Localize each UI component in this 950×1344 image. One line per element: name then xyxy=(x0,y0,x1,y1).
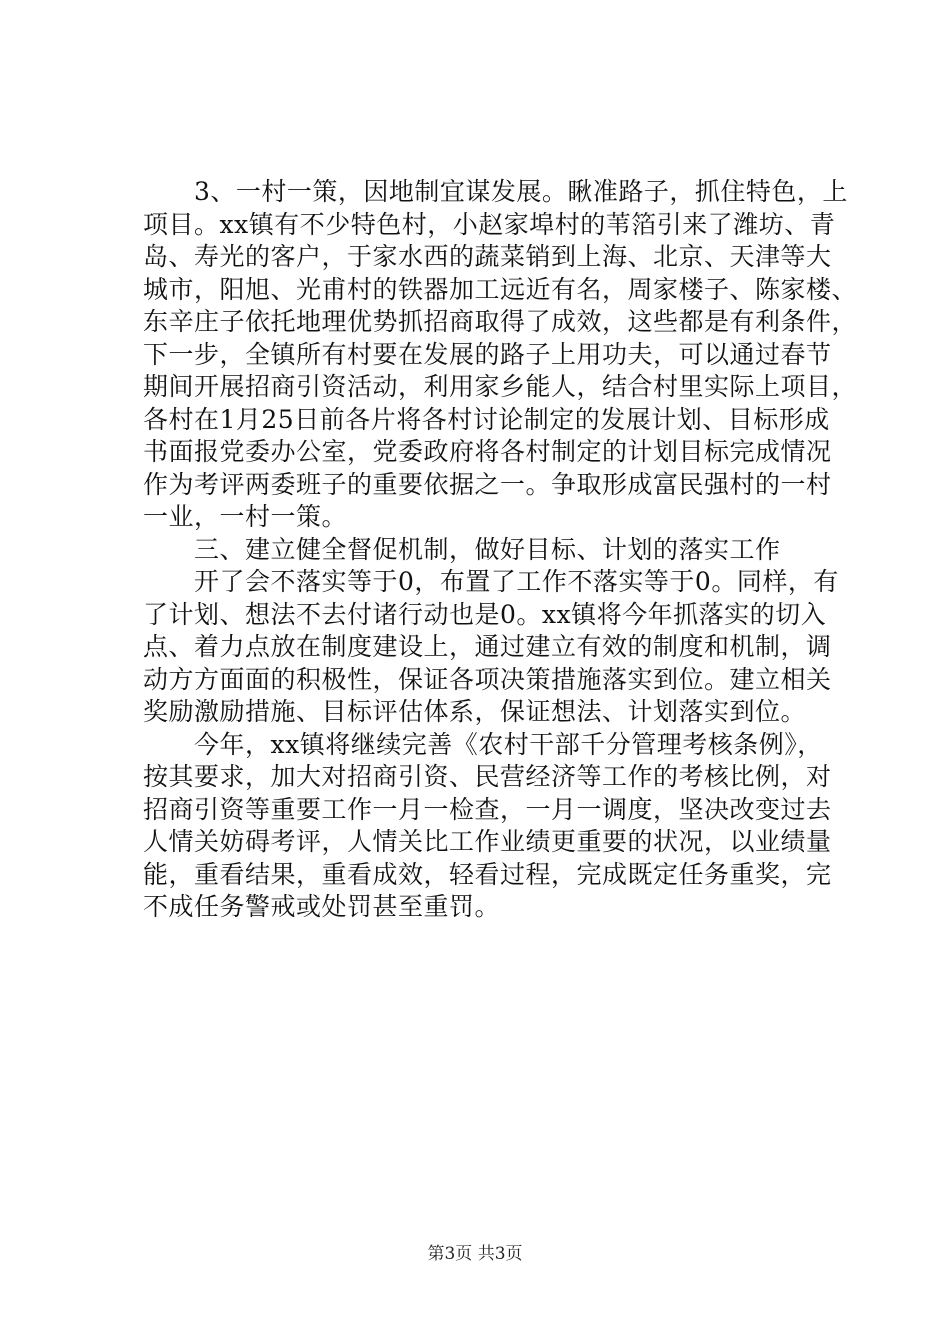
text-line: 能，重看结果，重看成效，轻看过程，完成既定任务重奖，完 xyxy=(143,859,832,889)
text-line: 开了会不落实等于0，布置了工作不落实等于0。同样，有 xyxy=(143,567,839,596)
text-line: 期间开展招商引资活动，利用家乡能人，结合村里实际上项目， xyxy=(143,372,858,401)
text-line: 书面报党委办公室，党委政府将各村制定的计划目标完成情况 xyxy=(143,437,832,466)
text-line: 按其要求，加大对招商引资、民营经济等工作的考核比例，对 xyxy=(143,762,832,791)
text-line: 各村在1月25日前各片将各村讨论制定的发展计划、目标形成 xyxy=(143,404,830,434)
document-body xyxy=(143,176,858,924)
text-line: 今年，xx镇将继续完善《农村干部千分管理考核条例》， xyxy=(143,729,823,759)
text-line: 动方方面面的积极性，保证各项决策措施落实到位。建立相关 xyxy=(143,664,832,694)
text-line: 不成任务警戒或处罚甚至重罚。 xyxy=(143,892,501,921)
text-line: 3、一村一策，因地制宜谋发展。瞅准路子，抓住特色，上 xyxy=(143,177,848,206)
text-line: 了计划、想法不去付诸行动也是0。xx镇将今年抓落实的切入 xyxy=(143,599,827,629)
text-line: 作为考评两委班子的重要依据之一。争取形成富民强村的一村 xyxy=(143,469,832,499)
text-line: 东辛庄子依托地理优势抓招商取得了成效，这些都是有利条件， xyxy=(143,307,858,336)
text-line: 点、着力点放在制度建设上，通过建立有效的制度和机制，调 xyxy=(143,632,832,661)
page-footer: 第3页 共3页 xyxy=(427,1244,523,1264)
text-line: 招商引资等重要工作一月一检查，一月一调度，坚决改变过去 xyxy=(143,794,832,824)
text-line: 项目。xx镇有不少特色村，小赵家埠村的苇箔引来了潍坊、青 xyxy=(143,209,836,239)
text-line: 岛、寿光的客户，于家水西的蔬菜销到上海、北京、天津等大 xyxy=(143,242,832,271)
section-heading: 三、建立健全督促机制，做好目标、计划的落实工作 xyxy=(143,534,781,564)
text-line: 一业，一村一策。 xyxy=(143,502,348,531)
text-line: 人情关妨碍考评，人情关比工作业绩更重要的状况，以业绩量 xyxy=(143,827,832,856)
text-line: 奖励激励措施、目标评估体系，保证想法、计划落实到位。 xyxy=(143,697,807,726)
text-line: 城市，阳旭、光甫村的铁器加工远近有名，周家楼子、陈家楼、 xyxy=(143,274,858,304)
text-line: 下一步，全镇所有村要在发展的路子上用功夫，可以通过春节 xyxy=(143,339,832,369)
